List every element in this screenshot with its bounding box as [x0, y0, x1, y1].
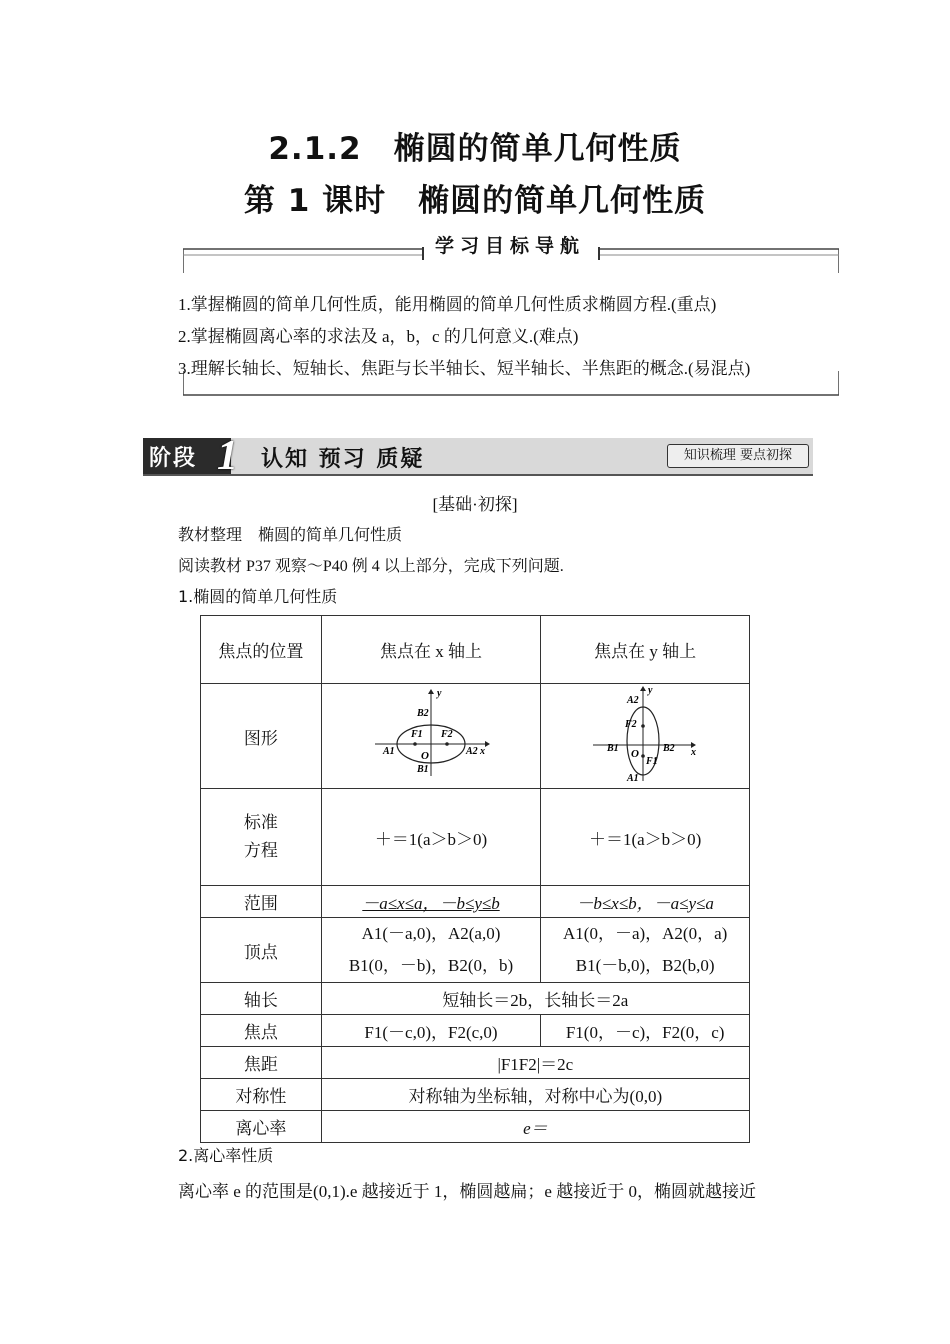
- fig-label: x: [691, 746, 697, 758]
- goal-item-2: 2.掌握椭圆离心率的求法及 a，b，c 的几何意义.(难点): [178, 327, 579, 346]
- stage-tag: 知识梳理 要点初探: [667, 444, 809, 468]
- focus-y: F1(0，－c)，F2(0，c): [541, 1015, 750, 1047]
- ellipse-x-figure: [371, 688, 491, 780]
- fig-label: O: [631, 747, 640, 760]
- symmetry: 对称轴为坐标轴，对称中心为(0,0): [321, 1079, 749, 1111]
- fig-label: A1: [383, 745, 395, 757]
- head-cell: 焦点在 x 轴上: [321, 616, 541, 684]
- range-y: －b≤x≤b，－a≤y≤a: [541, 886, 750, 918]
- lesson-title: 第 1 课时 椭圆的简单几何性质: [243, 183, 707, 219]
- table-row: [201, 1111, 750, 1143]
- eccentricity: e＝: [321, 1111, 749, 1143]
- stage-title: 认知 预习 质疑: [261, 447, 425, 472]
- vertex-x: A1(－a,0)，A2(a,0) B1(0，－b)，B2(0，b): [321, 918, 541, 983]
- vertex-y: A1(0，－a)，A2(0，a) B1(－b,0)，B2(b,0): [541, 918, 750, 983]
- row-label: 对称性: [201, 1079, 322, 1111]
- table-row: [201, 983, 750, 1015]
- goal-item-1: 1.掌握椭圆的简单几何性质，能用椭圆的简单几何性质求椭圆方程.(重点): [178, 295, 717, 314]
- row-label: 离心率: [201, 1111, 322, 1143]
- table-row: [201, 789, 750, 886]
- axis-length: 短轴长＝2b，长轴长＝2a: [321, 983, 749, 1015]
- row-label: 标准方程: [201, 789, 322, 886]
- table-row: [201, 1047, 750, 1079]
- section-bracket: [基础·初探]: [432, 495, 518, 514]
- fig-label: x: [480, 745, 485, 757]
- equation-x: ＋＝1(a＞b＞0): [321, 789, 541, 886]
- fig-label: O: [421, 749, 429, 762]
- stage-number: 1: [217, 433, 238, 479]
- fig-label: F1: [646, 755, 658, 767]
- range-x: －a≤x≤a，－b≤y≤b: [321, 886, 541, 918]
- focus-x: F1(－c,0)，F2(c,0): [321, 1015, 541, 1047]
- equation-y: ＋＝1(a＞b＞0): [541, 789, 750, 886]
- properties-table: [200, 615, 750, 1143]
- fig-label: F1: [411, 728, 423, 740]
- section-title: 2.1.2 椭圆的简单几何性质: [268, 131, 682, 167]
- stage-banner: [143, 433, 813, 479]
- row-label: 焦距: [201, 1047, 322, 1079]
- row-label: 范围: [201, 886, 322, 918]
- fig-label: B2: [663, 742, 675, 754]
- figure-y-cell: [541, 684, 750, 789]
- row-label: 图形: [201, 684, 322, 789]
- fig-label: A1: [627, 772, 639, 783]
- ellipse-y-figure: [585, 685, 705, 783]
- table-row: [201, 616, 750, 684]
- figure-x-cell: [321, 684, 541, 789]
- row-label: 焦点: [201, 1015, 322, 1047]
- fig-label: A2: [627, 694, 639, 706]
- fig-label: F2: [625, 718, 637, 730]
- subsection-1: 1.椭圆的简单几何性质: [178, 587, 338, 606]
- row-label: 顶点: [201, 918, 322, 983]
- fig-label: B1: [607, 742, 619, 754]
- head-cell: 焦点在 y 轴上: [541, 616, 750, 684]
- fig-label: B1: [417, 763, 429, 775]
- goals-heading: 学习目标导航: [434, 235, 585, 257]
- table-row: [201, 918, 750, 983]
- fig-label: A2: [466, 745, 478, 757]
- goal-item-3: 3.理解长轴长、短轴长、焦距与长半轴长、短半轴长、半焦距的概念.(易混点): [178, 359, 751, 378]
- fig-label: B2: [417, 707, 429, 719]
- fig-label: y: [648, 684, 653, 696]
- eccentricity-text: 离心率 e 的范围是(0,1).e 越接近于 1，椭圆越扁；e 越接近于 0，椭圆就越接近: [178, 1182, 756, 1201]
- section-intro: 阅读教材 P37 观察～P40 例 4 以上部分，完成下列问题.: [178, 558, 564, 575]
- subsection-2: 2.离心率性质: [178, 1146, 274, 1165]
- fig-label: F2: [441, 728, 453, 740]
- section-heading: 教材整理 椭圆的简单几何性质: [178, 525, 403, 544]
- table-row: [201, 1079, 750, 1111]
- row-label: 轴长: [201, 983, 322, 1015]
- table-row: [201, 684, 750, 789]
- fig-label: y: [437, 687, 442, 699]
- head-cell: 焦点的位置: [201, 616, 322, 684]
- table-row: [201, 886, 750, 918]
- stage-prefix: 阶段: [149, 446, 198, 471]
- focal-distance: |F1F2|＝2c: [321, 1047, 749, 1079]
- table-row: [201, 1015, 750, 1047]
